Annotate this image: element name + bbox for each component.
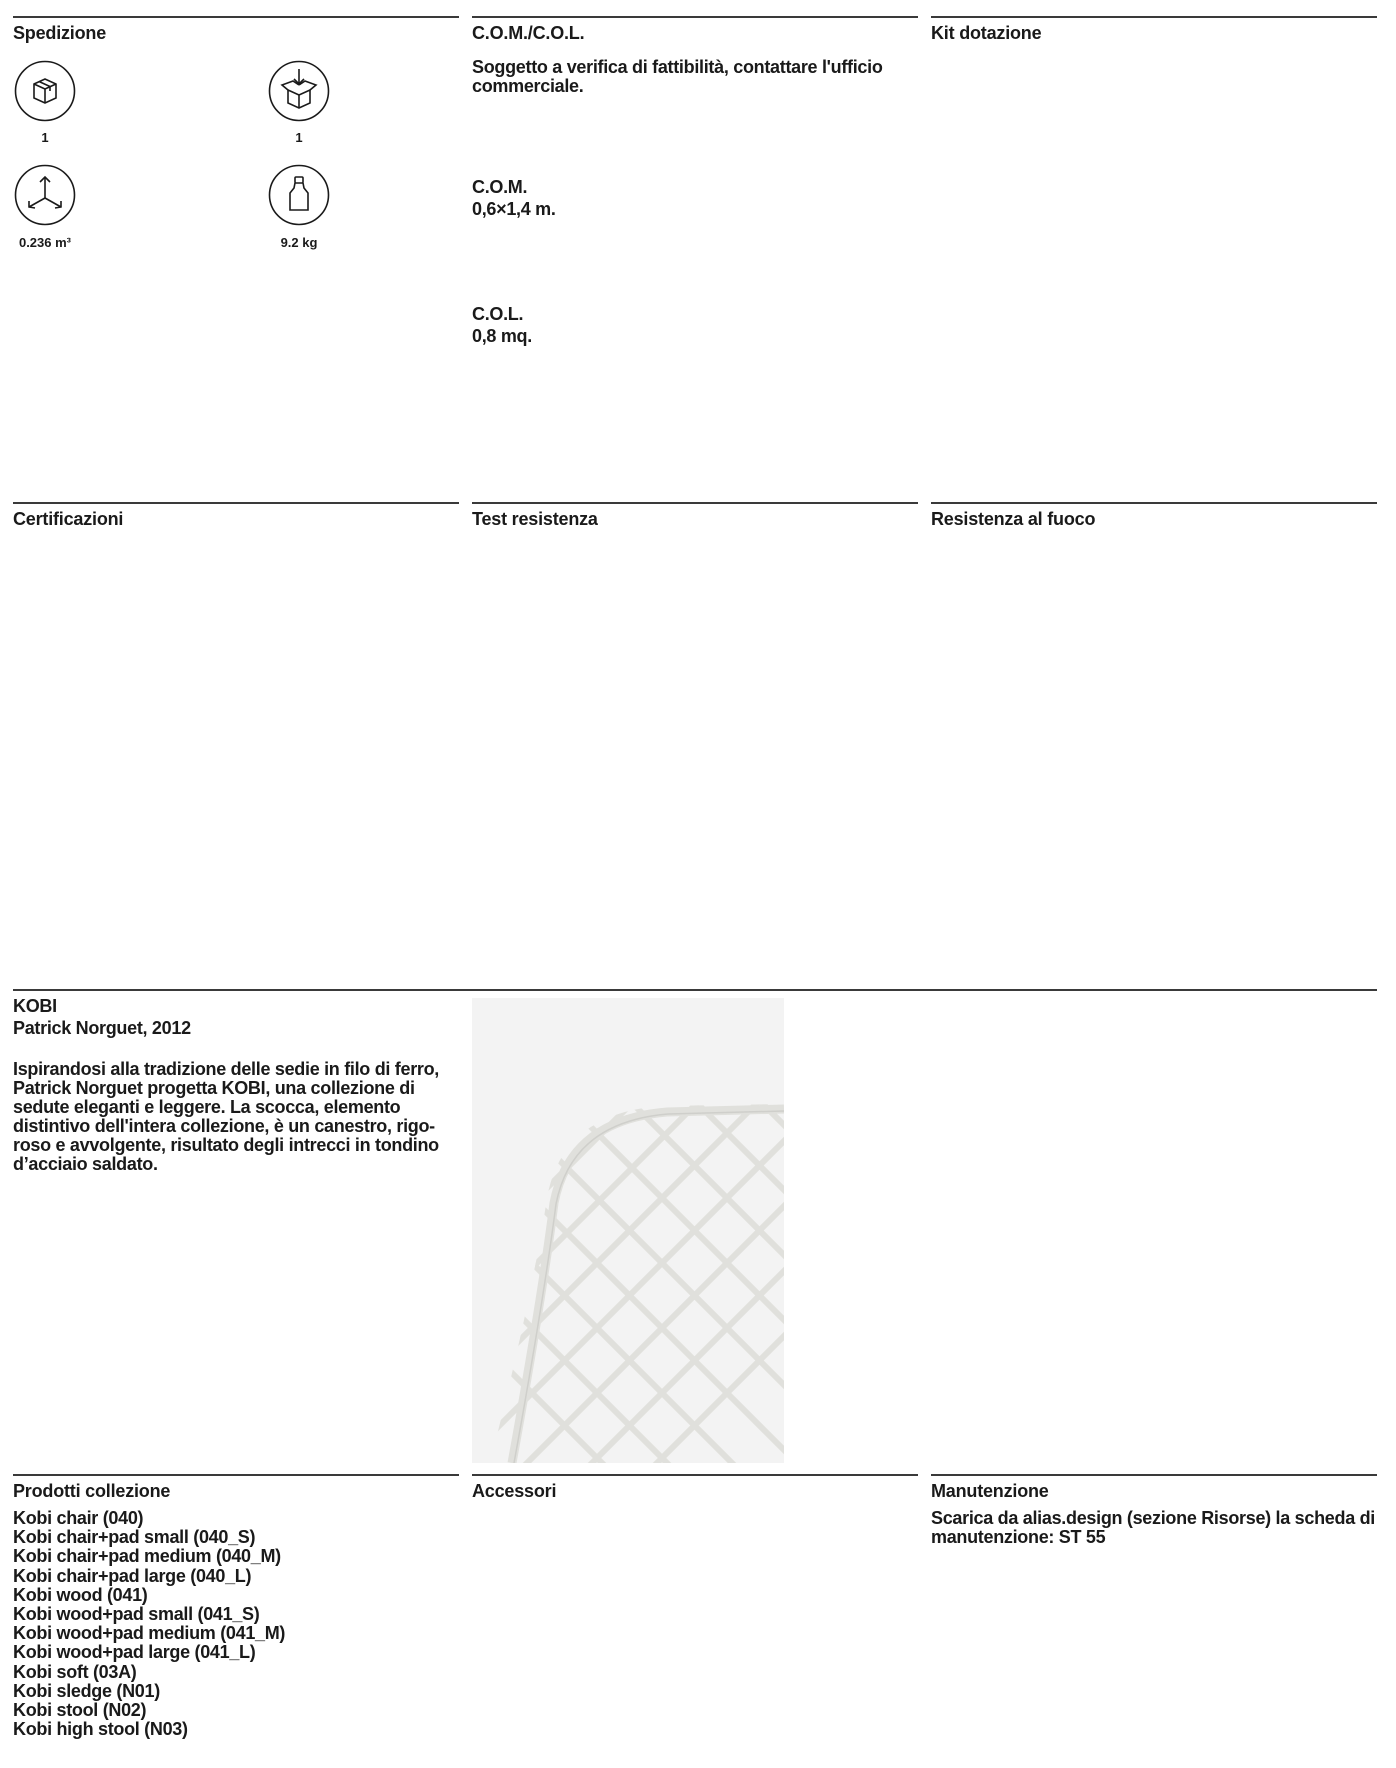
list-item: Kobi wood (041) [13, 1584, 148, 1605]
kit-heading: Kit dotazione [931, 23, 1042, 43]
list-item: Kobi chair+pad large (040_L) [13, 1565, 252, 1586]
product-designer: Patrick Norguet, 2012 [13, 1018, 191, 1038]
divider-accessori [472, 1474, 918, 1476]
divider-certificazioni [13, 502, 459, 504]
list-item: Kobi soft (03A) [13, 1661, 137, 1682]
divider-product [13, 989, 1377, 991]
com-col-note: Soggetto a verifica di fattibilità, contattare l'ufficio commerciale. [472, 57, 883, 96]
chair-wire-photo [472, 998, 784, 1463]
open-box-count-label: 1 [295, 130, 303, 145]
manutenzione-text: Scarica da alias.design (sezione Risorse) la scheda di manutenzione: ST 55 [931, 1508, 1375, 1547]
divider-kit [931, 16, 1377, 18]
product-description: Ispirandosi alla tradizione delle sedie in filo di ferro, Patrick Norguet progetta KOBI, una collezione di sedute eleganti e leggere. La scocca, elemento distintivo dell'intera collezione, è un canestro, rigo-roso e avvolgente, risultato degli intrecci in tondino d’acciaio saldato. [13, 1059, 440, 1174]
list-item: Kobi wood+pad medium (041_M) [13, 1623, 286, 1644]
volume-axes-icon [14, 164, 76, 226]
fuoco-heading: Resistenza al fuoco [931, 509, 1096, 529]
list-item: Kobi wood+pad small (041_S) [13, 1604, 260, 1625]
certificazioni-heading: Certificazioni [13, 509, 124, 529]
package-count-label: 1 [41, 130, 49, 145]
prodotti-list [13, 1509, 285, 1739]
divider-fuoco [931, 502, 1377, 504]
product-name: KOBI [13, 996, 57, 1016]
package-box-icon [14, 60, 76, 122]
list-item: Kobi chair+pad small (040_S) [13, 1527, 256, 1548]
divider-test [472, 502, 918, 504]
weight-icon [268, 164, 330, 226]
col-value: 0,8 mq. [472, 326, 532, 346]
test-heading: Test resistenza [472, 509, 598, 529]
list-item: Kobi high stool (N03) [13, 1719, 188, 1740]
com-value: 0,6×1,4 m. [472, 199, 556, 219]
manutenzione-heading: Manutenzione [931, 1481, 1049, 1501]
weight-label: 9.2 kg [280, 235, 318, 250]
col-title: C.O.L. [472, 304, 524, 324]
list-item: Kobi stool (N02) [13, 1700, 147, 1721]
list-item: Kobi sledge (N01) [13, 1680, 160, 1701]
divider-manutenzione [931, 1474, 1377, 1476]
list-item: Kobi wood+pad large (041_L) [13, 1642, 256, 1663]
accessori-heading: Accessori [472, 1481, 557, 1501]
divider-spedizione [13, 16, 459, 18]
list-item: Kobi chair+pad medium (040_M) [13, 1546, 281, 1567]
divider-prodotti [13, 1474, 459, 1476]
com-col-heading: C.O.M./C.O.L. [472, 23, 585, 43]
com-title: C.O.M. [472, 177, 528, 197]
prodotti-heading: Prodotti collezione [13, 1481, 171, 1501]
volume-label: 0.236 m³ [18, 235, 72, 250]
divider-com-col [472, 16, 918, 18]
spedizione-heading: Spedizione [13, 23, 107, 43]
open-box-icon [268, 60, 330, 122]
list-item: Kobi chair (040) [13, 1508, 144, 1528]
